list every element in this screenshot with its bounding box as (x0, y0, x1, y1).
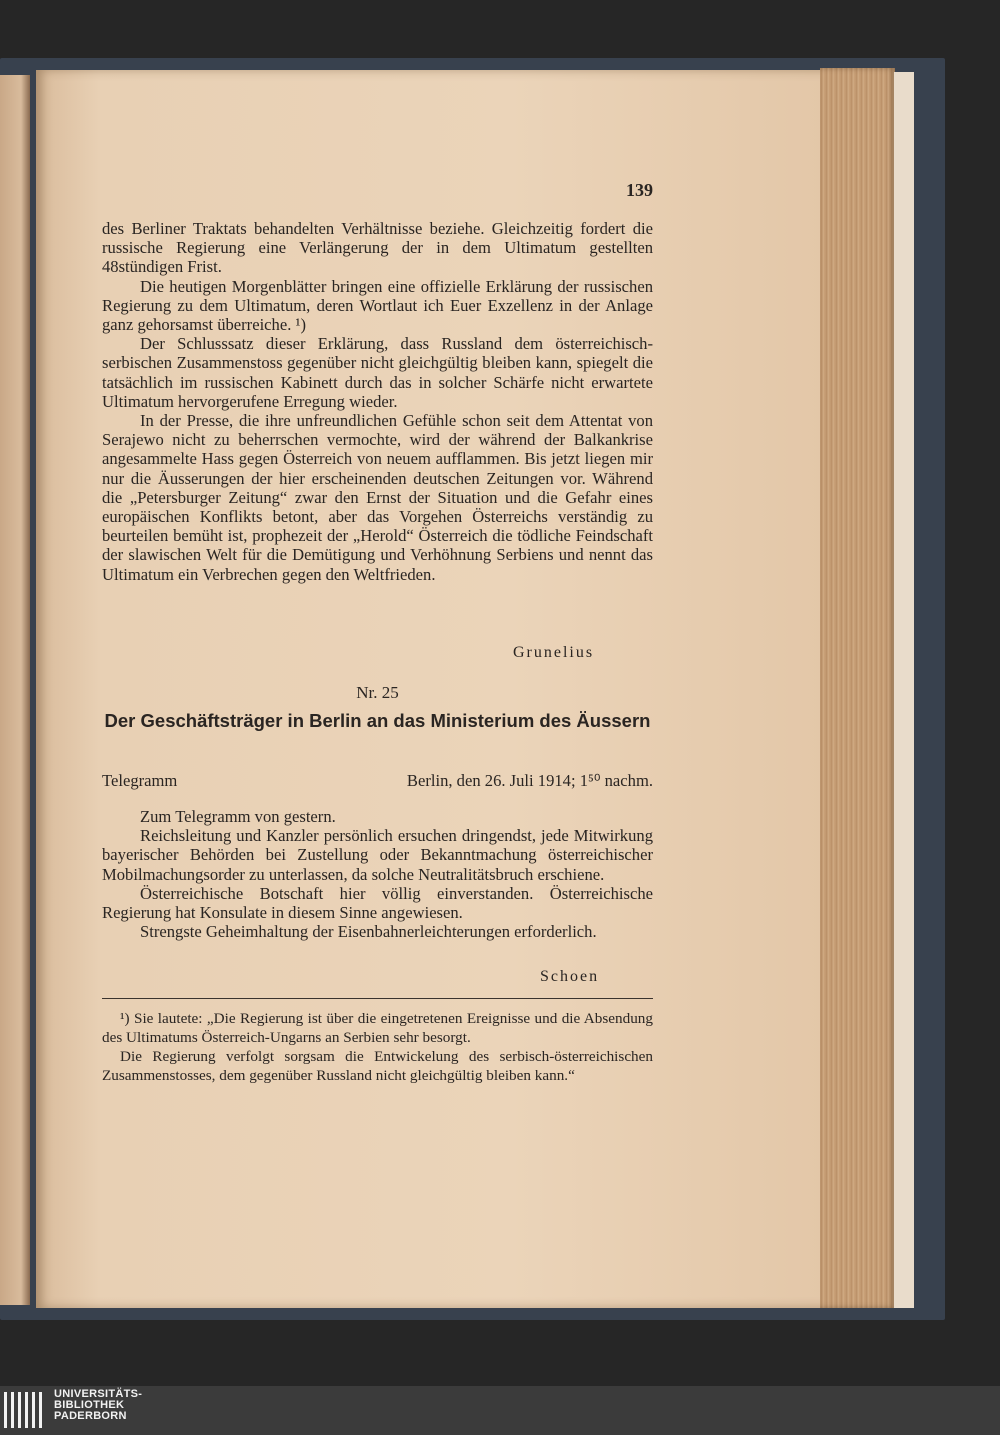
page-edge-strip (894, 72, 914, 1308)
document-number: Nr. 25 (356, 683, 399, 702)
library-logo-icon (4, 1388, 48, 1434)
paragraph: In der Presse, die ihre unfreundlichen Gefühle schon seit dem Attentat von Serajewo nicht zu beherrschen vermochte, wird der während der Balkankrise angesammelte Hass gegen Österreich von neuem aufflammen. Bis jetzt liegen mir nur die Äusserungen der hier erscheinenden deutschen Zeitungen vor. Während die „Petersburger Zeitung“ zwar den Ernst der Situation und die Gefahr eines europäischen Konflikts betont, aber das Vorgehen Österreichs verständig zu beurteilen bemüht ist, prophezeit der „Herold“ Österreich die tödliche Feindschaft der slawischen Welt für die Demütigung und Verhöhnung Serbiens und nennt das Ultimatum ein Verbrechen gegen den Weltfrieden. (102, 411, 653, 584)
library-line-1: UNIVERSITÄTS- (54, 1388, 143, 1400)
signature-schoen: Schoen (540, 968, 600, 985)
signature-grunelius: Grunelius (513, 644, 595, 661)
footnote-divider (102, 998, 653, 999)
paragraph: Der Schlusssatz dieser Erklärung, dass Russland dem österreichisch-serbischen Zusammenstoss gegenüber nicht gleichgültig bleiben kann, spiegelt die tatsächlich im russischen Kabinett durch das in solcher Schärfe nicht erwartete Ultimatum hervorgerufene Erregung wieder. (102, 334, 653, 411)
library-footer (0, 1386, 1000, 1435)
footnote: Die Regierung verfolgt sorgsam die Entwickelung des serbisch-österreichischen Zusammenstosses, dem gegenüber Russland nicht gleichgültig bleiben kann.“ (102, 1048, 653, 1084)
paragraph: Strengste Geheimhaltung der Eisenbahnerleichterungen erforderlich. (140, 922, 597, 942)
footnote-block (102, 1009, 653, 1085)
top-text-block (102, 219, 653, 584)
library-name (54, 1389, 142, 1422)
paragraph: des Berliner Traktats behandelten Verhältnisse beziehe. Gleichzeitig fordert die russische Regierung eine Verlängerung der in dem Ultimatum gestellten 48stündigen Frist. (102, 219, 653, 277)
page-number: 139 (626, 180, 653, 200)
paragraph: Österreichische Botschaft hier völlig einverstanden. Österreichische Regierung hat Konsulate in diesem Sinne angewiesen. (102, 883, 653, 923)
library-line-2: BIBLIOTHEK (54, 1399, 125, 1411)
telegram-text-block (102, 807, 653, 941)
telegram-date: Berlin, den 26. Juli 1914; 1⁵⁰ nachm. (406, 771, 653, 790)
library-line-3: PADERBORN (54, 1410, 127, 1422)
page-block-edge (820, 68, 895, 1308)
telegram-header (102, 771, 653, 791)
paragraph: Die heutigen Morgenblätter bringen eine offizielle Erklärung der russischen Regierung zu dem Ultimatum, deren Wortlaut ich Euer Exzellenz in der Anlage ganz gehorsamst überreiche. ¹) (102, 276, 653, 335)
paragraph: Zum Telegramm von gestern. (140, 807, 336, 826)
footnote: ¹) Sie lautete: „Die Regierung ist über die eingetretenen Ereignisse und die Absendung des Ultimatums Österreich-Ungarns an Serbien sehr besorgt. (102, 1010, 653, 1046)
paragraph: Reichsleitung und Kanzler persönlich ersuchen dringendst, jede Mitwirkung bayerischer Behörden bei Zustellung oder Bekanntmachung österreichischer Mobilmachungsorder zu unterlassen, da solche Neutralitätsbruch erschiene. (102, 826, 653, 884)
document-heading: Der Geschäftsträger in Berlin an das Ministerium des Äussern (104, 710, 651, 731)
telegram-label: Telegramm (102, 771, 178, 790)
left-page-edge (0, 75, 30, 1305)
